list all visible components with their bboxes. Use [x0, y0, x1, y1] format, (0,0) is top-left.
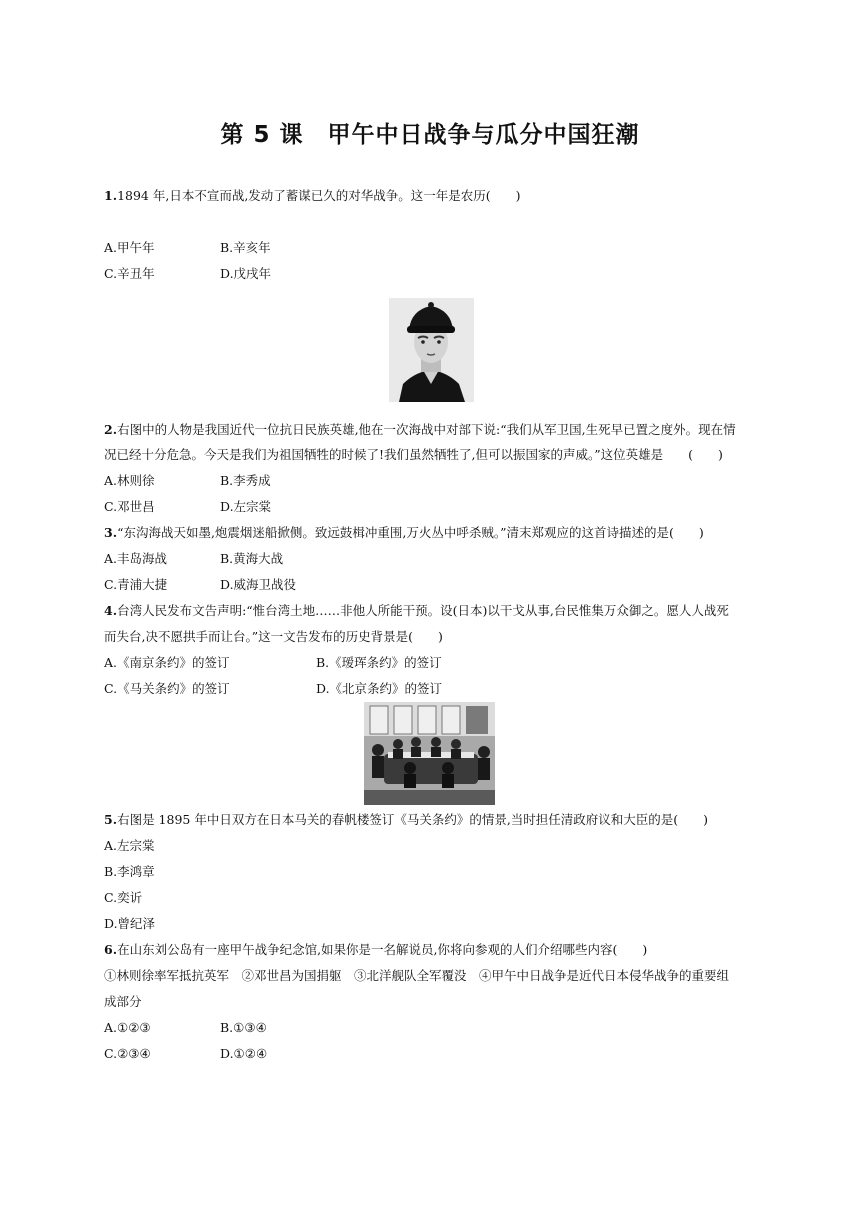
question-number: 5.	[104, 812, 118, 827]
option-a: A.丰岛海战	[104, 551, 168, 566]
question-number: 6.	[104, 942, 118, 957]
question-number: 4.	[104, 603, 118, 618]
treaty-signing-photo	[364, 702, 495, 805]
question-1-text: 1.1894 年,日本不宣而战,发动了蓄谋已久的对华战争。这一年是农历( )	[104, 188, 521, 203]
option-b: B.黄海大战	[220, 551, 284, 566]
question-number: 1.	[104, 188, 118, 203]
question-6-items-line2: 成部分	[104, 994, 142, 1009]
option-a: A.左宗棠	[104, 838, 155, 853]
option-b: B.《瑷珲条约》的签订	[316, 655, 442, 670]
question-number: 3.	[104, 525, 118, 540]
option-a: A.《南京条约》的签订	[104, 655, 230, 670]
option-d: D.《北京条约》的签订	[316, 681, 443, 696]
option-c: C.《马关条约》的签订	[104, 681, 230, 696]
option-b: B.辛亥年	[220, 240, 271, 255]
question-4-text-line2: 而失台,决不愿拱手而让台。”这一文告发布的历史背景是( )	[104, 629, 443, 644]
option-b: B.李秀成	[220, 473, 271, 488]
option-a: A.①②③	[104, 1020, 151, 1035]
option-d: D.威海卫战役	[220, 577, 297, 592]
question-2-text-line2: 况已经十分危急。今天是我们为祖国牺牲的时候了!我们虽然牺牲了,但可以振国家的声威。”这位英雄是 ( )	[104, 447, 723, 462]
question-4-text: 4.台湾人民发布文告声明:“惟台湾土地……非他人所能干预。设(日本)以干戈从事,台民惟集万众御之。愿人人战死	[104, 603, 729, 618]
option-c: C.②③④	[104, 1046, 151, 1061]
option-a: A.林则徐	[104, 473, 155, 488]
option-b: B.李鸿章	[104, 864, 155, 879]
option-c: C.青浦大捷	[104, 577, 168, 592]
question-5-text: 5.右图是 1895 年中日双方在日本马关的春帆楼签订《马关条约》的情景,当时担任清政府议和大臣的是( )	[104, 812, 709, 827]
question-6-items: ①林则徐率军抵抗英军 ②邓世昌为国捐躯 ③北洋舰队全军覆没 ④甲午中日战争是近代日本侵华战争的重要组	[104, 968, 730, 983]
option-c: C.辛丑年	[104, 266, 155, 281]
question-2-text: 2.右图中的人物是我国近代一位抗日民族英雄,他在一次海战中对部下说:“我们从军卫国,生死早已置之度外。现在情	[104, 422, 736, 437]
question-number: 2.	[104, 422, 118, 437]
option-d: D.曾纪泽	[104, 916, 156, 931]
option-d: D.戊戌年	[220, 266, 272, 281]
option-b: B.①③④	[220, 1020, 267, 1035]
option-d: D.①②④	[220, 1046, 268, 1061]
question-6-text: 6.在山东刘公岛有一座甲午战争纪念馆,如果你是一名解说员,你将向参观的人们介绍哪些内容( )	[104, 942, 648, 957]
page-title: 第 5 课 甲午中日战争与瓜分中国狂潮	[220, 122, 640, 148]
question-3-text: 3.“东沟海战天如墨,炮震烟迷船掀侧。致远鼓楫冲重围,万火丛中呼杀贼。”清末郑观应的这首诗描述的是( )	[104, 525, 704, 540]
option-c: C.奕䜣	[104, 890, 143, 905]
option-d: D.左宗棠	[220, 499, 272, 514]
option-c: C.邓世昌	[104, 499, 155, 514]
portrait-photo	[389, 298, 474, 402]
option-a: A.甲午年	[104, 240, 155, 255]
